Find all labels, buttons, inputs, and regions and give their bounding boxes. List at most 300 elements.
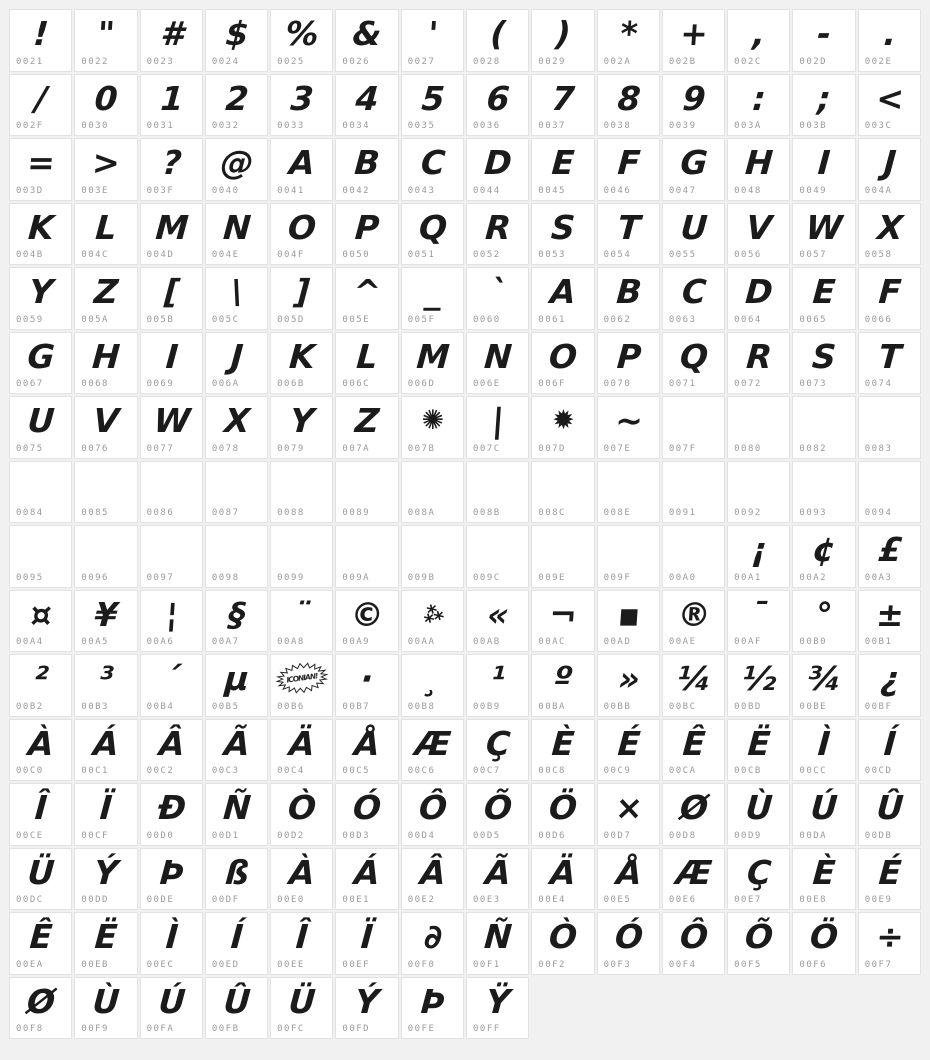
glyph-cell-00F9[interactable] (74, 977, 137, 1040)
glyph-cell-00B6[interactable] (270, 654, 333, 717)
glyph-cell-005A[interactable] (74, 267, 137, 330)
glyph (792, 397, 855, 444)
glyph: \ (229, 271, 244, 311)
glyph-cell-0075[interactable] (9, 396, 72, 459)
glyph (466, 526, 529, 573)
glyph-cell-00B1[interactable] (858, 590, 921, 653)
glyph-cell-00A9[interactable] (335, 590, 398, 653)
glyph-cell-00BB[interactable] (597, 654, 660, 717)
glyph-cell-00E5[interactable] (597, 848, 660, 911)
glyph-cell-00FC[interactable] (270, 977, 333, 1040)
codepoint-label: 007B (407, 443, 436, 454)
glyph-cell-005D[interactable] (270, 267, 333, 330)
glyph-cell-00FB[interactable] (205, 977, 268, 1040)
glyph-cell-0061[interactable] (531, 267, 594, 330)
glyph-cell-0077[interactable] (140, 396, 203, 459)
glyph-cell-0043[interactable] (401, 138, 464, 201)
glyph-cell-00B8[interactable] (401, 654, 464, 717)
glyph-cell-00E9[interactable] (858, 848, 921, 911)
glyph-cell-00DC[interactable] (9, 848, 72, 911)
glyph-cell-00E2[interactable] (401, 848, 464, 911)
glyph-cell-0088[interactable] (270, 461, 333, 524)
codepoint-label: 0085 (81, 508, 109, 518)
glyph-cell-0054[interactable] (597, 203, 660, 266)
glyph-cell-00D2[interactable] (270, 783, 333, 846)
glyph-cell-00C7[interactable] (466, 719, 529, 782)
glyph-cell-00D4[interactable] (401, 783, 464, 846)
glyph-cell-005E[interactable] (335, 267, 398, 330)
glyph-cell-00C8[interactable] (531, 719, 594, 782)
codepoint-label: 004B (16, 250, 44, 260)
glyph-cell-007E[interactable] (597, 396, 660, 459)
glyph-cell-00B2[interactable] (9, 654, 72, 717)
glyph-cell-00E7[interactable] (727, 848, 790, 911)
glyph-cell-0063[interactable] (662, 267, 725, 330)
glyph-cell-004A[interactable] (858, 138, 921, 201)
glyph-cell-00DD[interactable] (74, 848, 137, 911)
glyph-cell-00A2[interactable] (792, 525, 855, 588)
glyph: 9 (681, 78, 706, 118)
glyph-cell-00E8[interactable] (792, 848, 855, 911)
glyph-cell-003D[interactable] (9, 138, 72, 201)
glyph: Y (27, 271, 54, 311)
codepoint-label: 0069 (146, 379, 175, 389)
glyph-cell-00B3[interactable] (74, 654, 137, 717)
glyph-cell-00DA[interactable] (792, 783, 855, 846)
glyph: Ý (93, 852, 119, 892)
codepoint-label: 00F3 (603, 959, 632, 970)
glyph-cell-0096[interactable] (74, 525, 137, 588)
codepoint-label: 00E6 (668, 895, 697, 905)
glyph-cell-0084[interactable] (9, 461, 72, 524)
glyph: Æ (413, 723, 452, 763)
glyph-cell-00C5[interactable] (335, 719, 398, 782)
glyph-cell-00A0[interactable] (662, 525, 725, 588)
glyph-cell-00D6[interactable] (531, 783, 594, 846)
glyph-cell-00A6[interactable] (140, 590, 203, 653)
codepoint-label: 00B4 (146, 701, 175, 712)
codepoint-label: 0078 (211, 443, 240, 454)
glyph-cell-002E[interactable] (858, 9, 921, 72)
codepoint-label: 0045 (538, 185, 566, 196)
glyph-cell-00BC[interactable] (662, 654, 725, 717)
glyph-cell-002B[interactable] (662, 9, 725, 72)
glyph: O (286, 207, 317, 247)
glyph-cell-006A[interactable] (205, 332, 268, 395)
glyph-cell-004D[interactable] (140, 203, 203, 266)
glyph-cell-003A[interactable] (727, 74, 790, 137)
glyph: ¹ (489, 658, 506, 698)
glyph-cell-005F[interactable] (401, 267, 464, 330)
codepoint-label: 0070 (603, 379, 632, 389)
codepoint-label: 00F1 (472, 959, 501, 970)
glyph-cell-00AC[interactable] (531, 590, 594, 653)
glyph-cell-00AE[interactable] (662, 590, 725, 653)
codepoint-label: 00B3 (81, 701, 109, 712)
glyph-cell-002A[interactable] (597, 9, 660, 72)
codepoint-label: 0066 (864, 314, 893, 325)
glyph (335, 526, 398, 573)
glyph-cell-0040[interactable] (205, 138, 268, 201)
glyph: / (33, 78, 48, 118)
glyph-cell-0056[interactable] (727, 203, 790, 266)
glyph-cell-003B[interactable] (792, 74, 855, 137)
glyph: ) (554, 13, 572, 53)
glyph-cell-0086[interactable] (140, 461, 203, 524)
glyph: M (415, 336, 450, 376)
glyph-cell-00AD[interactable] (597, 590, 660, 653)
codepoint-label: 003C (864, 121, 893, 131)
glyph-cell-0099[interactable] (270, 525, 333, 588)
glyph: Ñ (221, 787, 252, 827)
glyph-cell-003E[interactable] (74, 138, 137, 201)
glyph-cell-00A8[interactable] (270, 590, 333, 653)
codepoint-label: 006E (472, 379, 501, 389)
glyph (531, 462, 594, 509)
glyph-cell-00A3[interactable] (858, 525, 921, 588)
glyph-cell-00B9[interactable] (466, 654, 529, 717)
glyph-cell-004B[interactable] (9, 203, 72, 266)
glyph-cell-004E[interactable] (205, 203, 268, 266)
glyph-cell-0095[interactable] (9, 525, 72, 588)
glyph-cell-00C2[interactable] (140, 719, 203, 782)
glyph-cell-0050[interactable] (335, 203, 398, 266)
glyph-cell-009F[interactable] (597, 525, 660, 588)
glyph-cell-007B[interactable] (401, 396, 464, 459)
glyph-cell-0073[interactable] (792, 332, 855, 395)
glyph-cell-0041[interactable] (270, 138, 333, 201)
glyph-cell-007D[interactable] (531, 396, 594, 459)
glyph-cell-0024[interactable] (205, 9, 268, 72)
glyph-cell-009C[interactable] (466, 525, 529, 588)
glyph-cell-0057[interactable] (792, 203, 855, 266)
glyph-cell-00D8[interactable] (662, 783, 725, 846)
glyph-cell-008A[interactable] (401, 461, 464, 524)
glyph-cell-00ED[interactable] (205, 912, 268, 975)
codepoint-label: 00C7 (472, 766, 501, 776)
glyph-cell-0072[interactable] (727, 332, 790, 395)
glyph: P (354, 207, 381, 247)
glyph-cell-00A4[interactable] (9, 590, 72, 653)
glyph: Ï (360, 916, 375, 956)
codepoint-label: 00C5 (342, 766, 371, 776)
glyph-cell-00EA[interactable] (9, 912, 72, 975)
glyph-cell-00C1[interactable] (74, 719, 137, 782)
glyph-cell-0068[interactable] (74, 332, 137, 395)
glyph-cell-0051[interactable] (401, 203, 464, 266)
glyph-cell-00F3[interactable] (597, 912, 660, 975)
glyph-cell-0065[interactable] (792, 267, 855, 330)
glyph-cell-00D3[interactable] (335, 783, 398, 846)
glyph-cell-00F7[interactable] (858, 912, 921, 975)
glyph-cell-0074[interactable] (858, 332, 921, 395)
glyph-cell-0078[interactable] (205, 396, 268, 459)
glyph (9, 462, 72, 509)
glyph-cell-0066[interactable] (858, 267, 921, 330)
glyph: Y (288, 400, 315, 440)
glyph: Q (417, 207, 448, 247)
glyph-cell-0060[interactable] (466, 267, 529, 330)
codepoint-label: 0031 (146, 121, 175, 131)
codepoint-label: 004F (277, 250, 305, 260)
glyph-cell-00B7[interactable] (335, 654, 398, 717)
glyph-cell-004F[interactable] (270, 203, 333, 266)
glyph-cell-0076[interactable] (74, 396, 137, 459)
glyph-cell-00F8[interactable] (9, 977, 72, 1040)
glyph-cell-00E0[interactable] (270, 848, 333, 911)
glyph-cell-0082[interactable] (792, 396, 855, 459)
glyph: Û (222, 981, 251, 1021)
glyph-cell-006F[interactable] (531, 332, 594, 395)
glyph-cell-00F5[interactable] (727, 912, 790, 975)
glyph-cell-00F2[interactable] (531, 912, 594, 975)
glyph-cell-0098[interactable] (205, 525, 268, 588)
glyph-cell-0080[interactable] (727, 396, 790, 459)
glyph-cell-00E4[interactable] (531, 848, 594, 911)
glyph-cell-0048[interactable] (727, 138, 790, 201)
glyph-cell-009E[interactable] (531, 525, 594, 588)
glyph-cell-00AA[interactable] (401, 590, 464, 653)
glyph-cell-00D0[interactable] (140, 783, 203, 846)
glyph-cell-0033[interactable] (270, 74, 333, 137)
glyph-cell-0094[interactable] (858, 461, 921, 524)
glyph-cell-00A5[interactable] (74, 590, 137, 653)
glyph-cell-00DB[interactable] (858, 783, 921, 846)
glyph-cell-00FA[interactable] (140, 977, 203, 1040)
glyph-cell-0046[interactable] (597, 138, 660, 201)
glyph-cell-00BA[interactable] (531, 654, 594, 717)
glyph-cell-00FF[interactable] (466, 977, 529, 1040)
glyph-cell-0044[interactable] (466, 138, 529, 201)
glyph-cell-0035[interactable] (401, 74, 464, 137)
glyph: ¯ (749, 594, 768, 634)
glyph-cell-0083[interactable] (858, 396, 921, 459)
glyph: Ý (354, 981, 380, 1021)
glyph-cell-0062[interactable] (597, 267, 660, 330)
codepoint-label: 0087 (211, 508, 240, 518)
glyph-cell-00A1[interactable] (727, 525, 790, 588)
glyph-cell-009A[interactable] (335, 525, 398, 588)
glyph-cell-003C[interactable] (858, 74, 921, 137)
glyph-cell-0037[interactable] (531, 74, 594, 137)
glyph-cell-008C[interactable] (531, 461, 594, 524)
glyph-cell-0027[interactable] (401, 9, 464, 72)
glyph-cell-007C[interactable] (466, 396, 529, 459)
glyph-cell-002C[interactable] (727, 9, 790, 72)
glyph-cell-00AB[interactable] (466, 590, 529, 653)
glyph-cell-0070[interactable] (597, 332, 660, 395)
glyph-cell-0034[interactable] (335, 74, 398, 137)
glyph-cell-00E6[interactable] (662, 848, 725, 911)
glyph-cell-00C0[interactable] (9, 719, 72, 782)
glyph-cell-00B4[interactable] (140, 654, 203, 717)
codepoint-label: 00A5 (81, 637, 109, 647)
codepoint-label: 00B2 (16, 701, 44, 712)
glyph-cell-00FE[interactable] (401, 977, 464, 1040)
glyph: 6 (485, 78, 510, 118)
glyph-cell-0087[interactable] (205, 461, 268, 524)
glyph-cell-0058[interactable] (858, 203, 921, 266)
glyph-cell-00EB[interactable] (74, 912, 137, 975)
glyph-cell-00B0[interactable] (792, 590, 855, 653)
codepoint-label: 00F7 (864, 959, 893, 970)
glyph (466, 462, 529, 509)
glyph: " (96, 13, 116, 53)
glyph-cell-0023[interactable] (140, 9, 203, 72)
glyph-cell-0039[interactable] (662, 74, 725, 137)
glyph-cell-00EE[interactable] (270, 912, 333, 975)
glyph-cell-008B[interactable] (466, 461, 529, 524)
glyph-cell-0052[interactable] (466, 203, 529, 266)
glyph-cell-002D[interactable] (792, 9, 855, 72)
glyph-cell-006C[interactable] (335, 332, 398, 395)
codepoint-label: 0032 (211, 121, 240, 131)
glyph-cell-0045[interactable] (531, 138, 594, 201)
glyph-cell-006E[interactable] (466, 332, 529, 395)
glyph: ² (32, 658, 49, 698)
glyph-cell-005B[interactable] (140, 267, 203, 330)
glyph (792, 462, 855, 509)
glyph-cell-00DF[interactable] (205, 848, 268, 911)
glyph-cell-00CE[interactable] (9, 783, 72, 846)
glyph-cell-003F[interactable] (140, 138, 203, 201)
glyph-cell-00D9[interactable] (727, 783, 790, 846)
glyph-cell-0025[interactable] (270, 9, 333, 72)
codepoint-label: 00ED (211, 959, 240, 970)
glyph-cell-0038[interactable] (597, 74, 660, 137)
codepoint-label: 009F (603, 572, 632, 583)
glyph-cell-0042[interactable] (335, 138, 398, 201)
glyph (270, 462, 333, 509)
glyph-cell-00E3[interactable] (466, 848, 529, 911)
codepoint-label: 00B8 (407, 701, 436, 712)
glyph-cell-0091[interactable] (662, 461, 725, 524)
glyph-cell-002F[interactable] (9, 74, 72, 137)
glyph-cell-0093[interactable] (792, 461, 855, 524)
codepoint-label: 0099 (277, 572, 305, 583)
glyph-cell-0049[interactable] (792, 138, 855, 201)
glyph (531, 526, 594, 573)
codepoint-label: 00DC (16, 895, 44, 905)
glyph: E (550, 142, 576, 182)
glyph-cell-00CF[interactable] (74, 783, 137, 846)
glyph-cell-00C4[interactable] (270, 719, 333, 782)
codepoint-label: 0080 (734, 443, 762, 454)
codepoint-label: 00E9 (864, 895, 893, 905)
glyph-cell-0097[interactable] (140, 525, 203, 588)
glyph-cell-0059[interactable] (9, 267, 72, 330)
glyph-cell-0071[interactable] (662, 332, 725, 395)
glyph-cell-00CD[interactable] (858, 719, 921, 782)
iconian-starburst (274, 661, 330, 695)
glyph-cell-0029[interactable] (531, 9, 594, 72)
codepoint-label: 00E4 (538, 895, 566, 905)
glyph-cell-00BD[interactable] (727, 654, 790, 717)
glyph: Õ (482, 787, 513, 827)
codepoint-label: 00B5 (211, 701, 240, 712)
glyph-cell-0085[interactable] (74, 461, 137, 524)
glyph-cell-0031[interactable] (140, 74, 203, 137)
glyph-cell-0030[interactable] (74, 74, 137, 137)
glyph-cell-00F1[interactable] (466, 912, 529, 975)
glyph-cell-0032[interactable] (205, 74, 268, 137)
glyph: 0 (93, 78, 119, 118)
glyph-cell-0036[interactable] (466, 74, 529, 137)
codepoint-label: 00E3 (472, 895, 501, 905)
glyph-cell-006B[interactable] (270, 332, 333, 395)
glyph-cell-0069[interactable] (140, 332, 203, 395)
glyph-cell-00F6[interactable] (792, 912, 855, 975)
glyph-cell-00EF[interactable] (335, 912, 398, 975)
codepoint-label: 002F (16, 121, 44, 131)
glyph (662, 462, 725, 509)
glyph-cell-00C6[interactable] (401, 719, 464, 782)
glyph-cell-00FD[interactable] (335, 977, 398, 1040)
glyph-cell-00CA[interactable] (662, 719, 725, 782)
glyph-cell-0053[interactable] (531, 203, 594, 266)
glyph-cell-00BF[interactable] (858, 654, 921, 717)
glyph-cell-00E1[interactable] (335, 848, 398, 911)
codepoint-label: 0089 (342, 508, 371, 518)
codepoint-label: 00A4 (16, 637, 44, 647)
glyph-cell-0022[interactable] (74, 9, 137, 72)
glyph-cell-006D[interactable] (401, 332, 464, 395)
glyph-cell-00C9[interactable] (597, 719, 660, 782)
glyph-cell-00A7[interactable] (205, 590, 268, 653)
glyph-cell-0026[interactable] (335, 9, 398, 72)
glyph-cell-0067[interactable] (9, 332, 72, 395)
glyph-cell-00B5[interactable] (205, 654, 268, 717)
glyph: W (804, 207, 844, 247)
glyph-cell-00EC[interactable] (140, 912, 203, 975)
glyph-cell-00BE[interactable] (792, 654, 855, 717)
glyph-cell-0055[interactable] (662, 203, 725, 266)
codepoint-label: 006B (277, 379, 305, 389)
glyph-cell-0089[interactable] (335, 461, 398, 524)
glyph-cell-007A[interactable] (335, 396, 398, 459)
glyph-cell-00CC[interactable] (792, 719, 855, 782)
codepoint-label: 009A (342, 572, 371, 583)
glyph-cell-007F[interactable] (662, 396, 725, 459)
glyph-cell-008E[interactable] (597, 461, 660, 524)
codepoint-label: 0094 (864, 508, 893, 518)
glyph-cell-00F0[interactable] (401, 912, 464, 975)
codepoint-label: 0074 (864, 379, 893, 389)
glyph-cell-009B[interactable] (401, 525, 464, 588)
glyph-cell-00AF[interactable] (727, 590, 790, 653)
glyph-cell-0047[interactable] (662, 138, 725, 201)
glyph-cell-0079[interactable] (270, 396, 333, 459)
glyph-cell-00D1[interactable] (205, 783, 268, 846)
glyph: ] (293, 271, 311, 311)
glyph: + (678, 13, 709, 53)
glyph-cell-00C3[interactable] (205, 719, 268, 782)
glyph: Á (353, 852, 381, 892)
glyph-cell-00CB[interactable] (727, 719, 790, 782)
glyph-cell-00F4[interactable] (662, 912, 725, 975)
glyph-cell-004C[interactable] (74, 203, 137, 266)
glyph-cell-005C[interactable] (205, 267, 268, 330)
glyph (727, 462, 790, 509)
glyph-cell-0021[interactable] (9, 9, 72, 72)
glyph-cell-0092[interactable] (727, 461, 790, 524)
glyph-cell-0064[interactable] (727, 267, 790, 330)
glyph-cell-00D5[interactable] (466, 783, 529, 846)
glyph-cell-00D7[interactable] (597, 783, 660, 846)
codepoint-label: 0039 (668, 121, 697, 131)
glyph-cell-00DE[interactable] (140, 848, 203, 911)
glyph-cell-0028[interactable] (466, 9, 529, 72)
